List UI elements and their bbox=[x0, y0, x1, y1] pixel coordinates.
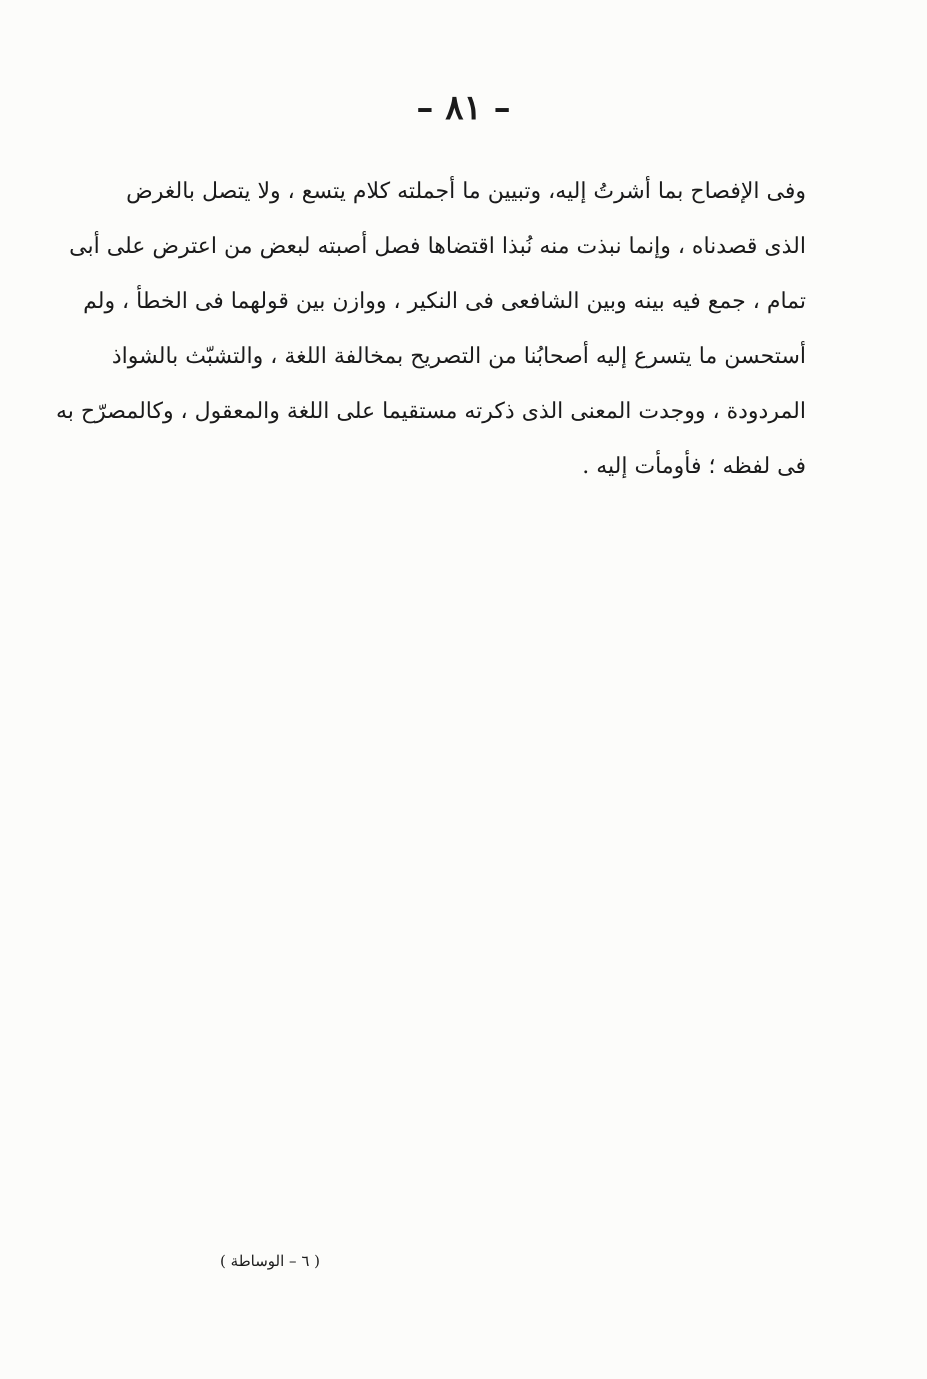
page-number: – ٨١ – bbox=[416, 88, 511, 128]
body-paragraph bbox=[56, 164, 806, 494]
text-line: تمام ، جمع فيه بينه وبين الشافعى فى النكير ، ووازن بين قولهما فى الخطأ ، ولم bbox=[83, 289, 806, 314]
text-line: الذى قصدناه ، وإنما نبذت منه نُبذا اقتضاها فصل أصبته لبعض من اعترض على أبى bbox=[69, 234, 806, 259]
printer-signature-mark: ( ٦ – الوساطة ) bbox=[220, 1252, 320, 1270]
text-line: وفى الإفصاح بما أشرتُ إليه، وتبيين ما أجملته كلام يتسع ، ولا يتصل بالغرض bbox=[126, 179, 806, 204]
text-line: أستحسن ما يتسرع إليه أصحابُنا من التصريح بمخالفة اللغة ، والتشبّث بالشواذ bbox=[111, 344, 806, 369]
text-line: المردودة ، ووجدت المعنى الذى ذكرته مستقيما على اللغة والمعقول ، وكالمصرّح به bbox=[56, 399, 806, 424]
text-line: فى لفظه ؛ فأومأت إليه . bbox=[582, 454, 806, 479]
